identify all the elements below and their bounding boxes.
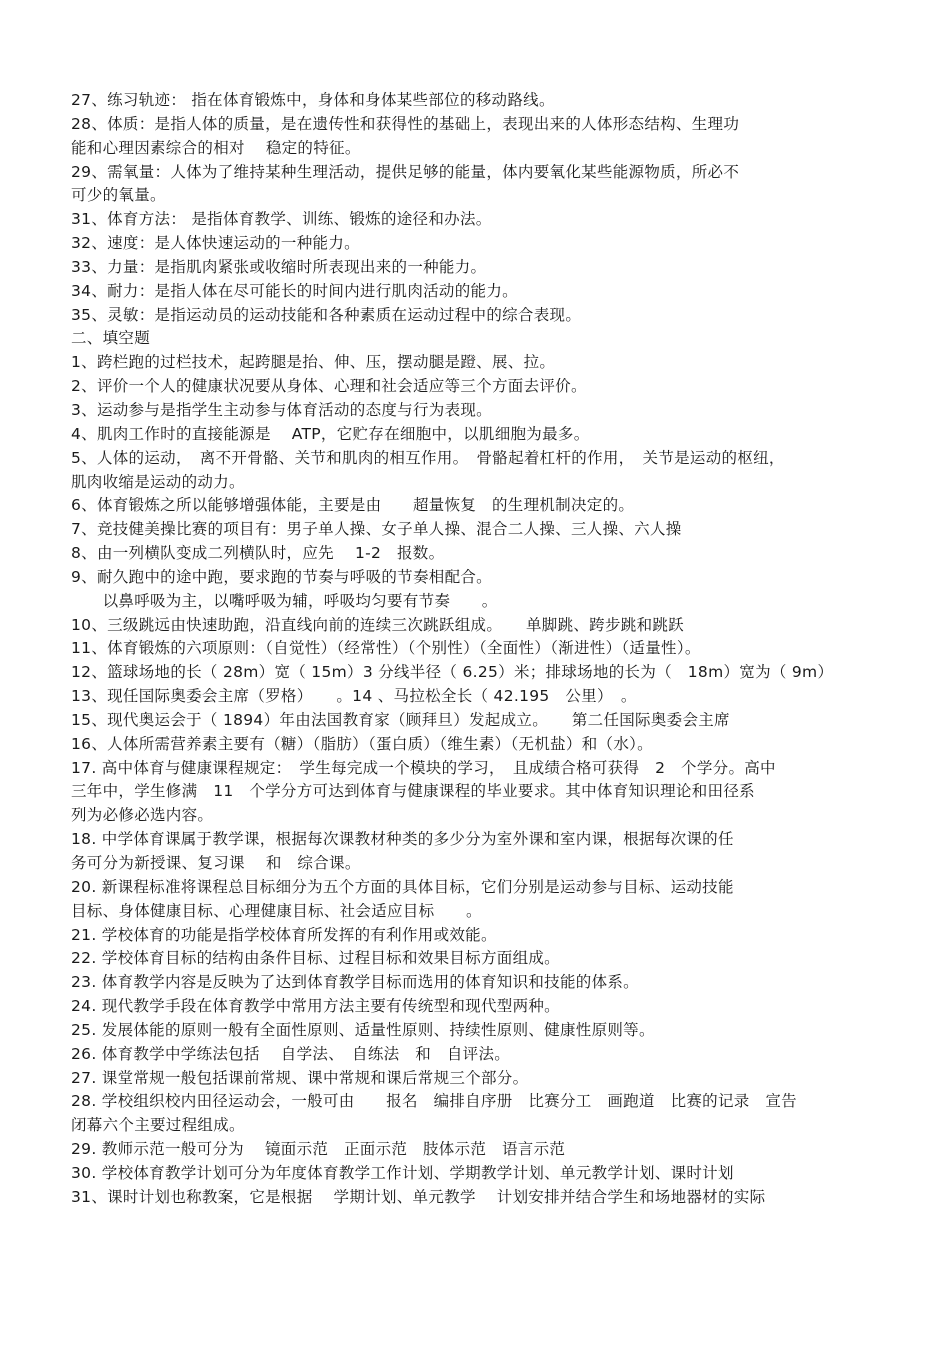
- text-line: 26. 体育教学中学练法包括 自学法、 自练法 和 自评法。: [71, 1044, 511, 1063]
- text-line: 5、人体的运动， 离不开骨骼、关节和肌肉的相互作用。 骨骼起着杠杆的作用， 关节是运动的枢纽，: [71, 448, 785, 467]
- text-line: 能和心理因素综合的相对 稳定的特征。: [71, 138, 361, 157]
- text-line: 25. 发展体能的原则一般有全面性原则、适量性原则、持续性原则、健康性原则等。: [71, 1020, 655, 1039]
- text-line: 29、需氧量：人体为了维持某种生理活动，提供足够的能量，体内要氧化某些能源物质，所必不: [71, 162, 740, 181]
- text-line: 28. 学校组织校内田径运动会，一般可由 报名 编排自序册 比赛分工 画跑道 比赛的记录 宣告: [71, 1092, 797, 1111]
- text-line: 34、耐力：是指人体在尽可能长的时间内进行肌肉活动的能力。: [71, 281, 518, 300]
- text-line: 18. 中学体育课属于教学课，根据每次课教材种类的多少分为室外课和室内课，根据每次课的任: [71, 830, 734, 849]
- text-line: 21. 学校体育的功能是指学校体育所发挥的有利作用或效能。: [71, 925, 497, 944]
- text-line: 6、体育锻炼之所以能够增强体能，主要是由 超量恢复 的生理机制决定的。: [71, 496, 635, 515]
- text-line: 16、人体所需营养素主要有（糖）（脂肪）（蛋白质）（维生素）（无机盐）和（水）。: [71, 734, 653, 753]
- text-line: 31、课时计划也称教案，它是根据 学期计划、单元教学 计划安排并结合学生和场地器材的实际: [71, 1187, 766, 1206]
- text-line: 15、现代奥运会于（ 1894）年由法国教育家（顾拜旦）发起成立。 第二任国际奥委会主席: [71, 710, 730, 729]
- text-line: 9、耐久跑中的途中跑，要求跑的节奏与呼吸的节奏相配合。: [71, 567, 492, 586]
- text-line: 列为必修必选内容。: [71, 806, 214, 825]
- text-line: 二、填空题: [71, 329, 151, 348]
- text-line: 33、力量：是指肌肉紧张或收缩时所表现出来的一种能力。: [71, 257, 487, 276]
- text-line: 32、速度：是人体快速运动的一种能力。: [71, 234, 360, 253]
- text-line: 12、篮球场地的长（ 28m）宽（ 15m）3 分线半径（ 6.25）米；排球场地的长为（ 18m）宽为（ 9m）: [71, 663, 834, 682]
- text-line: 28、体质：是指人体的质量，是在遗传性和获得性的基础上，表现出来的人体形态结构、生理功: [71, 114, 740, 133]
- text-line: 17. 高中体育与健康课程规定： 学生每完成一个模块的学习， 且成绩合格可获得 2 个学分。高中: [71, 758, 776, 777]
- text-line: 1、跨栏跑的过栏技术，起跨腿是抬、伸、压，摆动腿是蹬、展、拉。: [71, 353, 556, 372]
- text-line: 11、体育锻炼的六项原则：（自觉性）（经常性）（个别性）（全面性）（渐进性）（适量性）。: [71, 639, 701, 658]
- text-line: 4、肌肉工作时的直接能源是 ATP，它贮存在细胞中，以肌细胞为最多。: [71, 424, 590, 443]
- text-line: 23. 体育教学内容是反映为了达到体育教学目标而选用的体育知识和技能的体系。: [71, 973, 639, 992]
- text-line: 35、灵敏：是指运动员的运动技能和各种素质在运动过程中的综合表现。: [71, 305, 582, 324]
- text-line: 闭幕六个主要过程组成。: [71, 1116, 245, 1135]
- text-line: 可少的氧量。: [71, 186, 166, 205]
- text-line: 肌肉收缩是运动的动力。: [71, 472, 245, 491]
- text-line: 29. 教师示范一般可分为 镜面示范 正面示范 肢体示范 语言示范: [71, 1140, 566, 1159]
- text-line: 以鼻呼吸为主，以嘴呼吸为辅，呼吸均匀要有节奏 。: [71, 591, 498, 610]
- document-body: [71, 89, 886, 1210]
- text-line: 2、评价一个人的健康状况要从身体、心理和社会适应等三个方面去评价。: [71, 377, 587, 396]
- text-line: 8、由一列横队变成二列横队时，应先 1-2 报数。: [71, 544, 445, 563]
- text-line: 27、练习轨迹： 指在体育锻炼中，身体和身体某些部位的移动路线。: [71, 91, 555, 109]
- text-line: 24. 现代教学手段在体育教学中常用方法主要有传统型和现代型两种。: [71, 997, 560, 1016]
- text-line: 10、三级跳远由快速助跑，沿直线向前的连续三次跳跃组成。 单脚跳、跨步跳和跳跃: [71, 615, 684, 634]
- text-line: 30. 学校体育教学计划可分为年度体育教学工作计划、学期教学计划、单元教学计划、课时计划: [71, 1163, 734, 1182]
- text-line: 27. 课堂常规一般包括课前常规、课中常规和课后常规三个部分。: [71, 1068, 529, 1087]
- text-line: 13、现任国际奥委会主席（罗格） 。14 、马拉松全长（ 42.195 公里） 。: [71, 687, 637, 706]
- text-line: 7、竞技健美操比赛的项目有：男子单人操、女子单人操、混合二人操、三人操、六人操: [71, 520, 682, 539]
- text-line: 目标、身体健康目标、心理健康目标、社会适应目标 。: [71, 901, 482, 920]
- text-line: 务可分为新授课、复习课 和 综合课。: [71, 854, 361, 872]
- text-line: 31、体育方法： 是指体育教学、训练、锻炼的途径和办法。: [71, 210, 492, 229]
- text-line: 22. 学校体育目标的结构由条件目标、过程目标和效果目标方面组成。: [71, 949, 560, 968]
- text-line: 3、运动参与是指学生主动参与体育活动的态度与行为表现。: [71, 400, 492, 419]
- text-line: 三年中，学生修满 11 个学分方可达到体育与健康课程的毕业要求。其中体育知识理论和田径系: [71, 782, 755, 801]
- text-line: 20. 新课程标准将课程总目标细分为五个方面的具体目标，它们分别是运动参与目标、运动技能: [71, 877, 734, 896]
